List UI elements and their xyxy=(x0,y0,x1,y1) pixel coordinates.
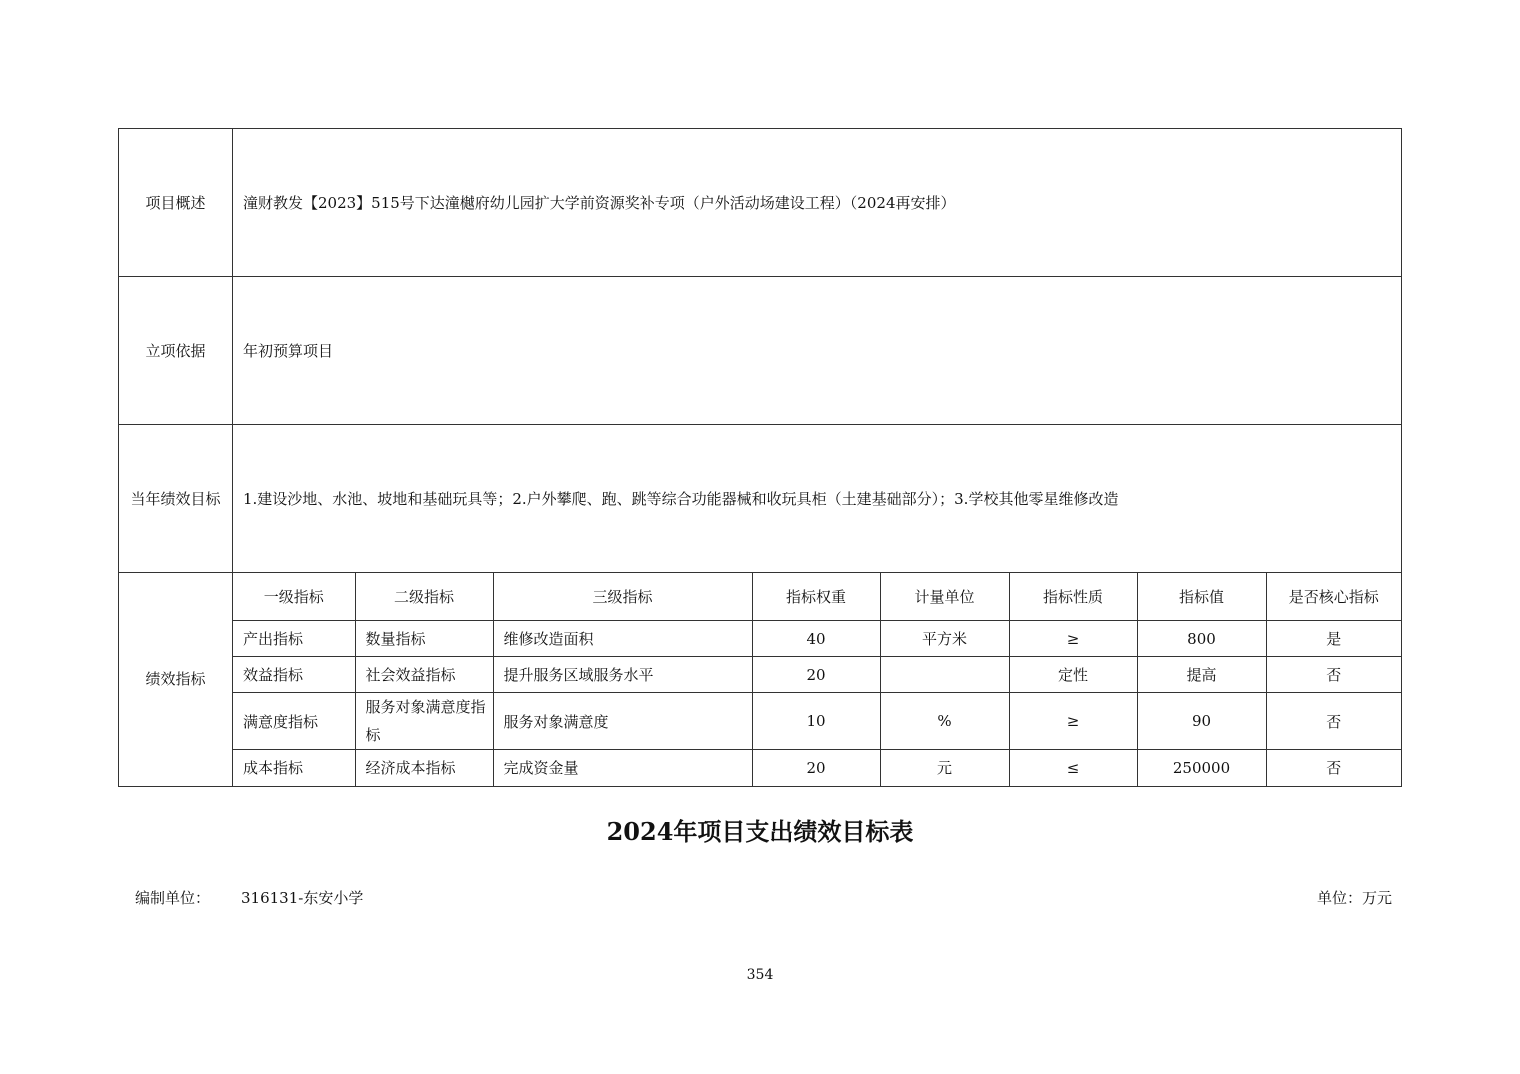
core-cell: 否 xyxy=(1266,750,1401,786)
goal-label: 当年绩效目标 xyxy=(119,425,233,573)
metrics-table xyxy=(233,573,1401,786)
nature-cell: 定性 xyxy=(1009,657,1137,693)
header-unit: 计量单位 xyxy=(880,573,1009,621)
value-cell: 800 xyxy=(1137,621,1266,657)
level2-cell: 社会效益指标 xyxy=(355,657,493,693)
weight-cell: 20 xyxy=(752,657,880,693)
metrics-header-row xyxy=(233,573,1401,621)
header-level3: 三级指标 xyxy=(493,573,752,621)
basis-label: 立项依据 xyxy=(119,277,233,425)
metrics-row xyxy=(119,573,1402,787)
metrics-label: 绩效指标 xyxy=(119,573,233,787)
nature-cell: ≤ xyxy=(1009,750,1137,786)
unit-cell xyxy=(880,657,1009,693)
basis-value: 年初预算项目 xyxy=(233,277,1402,425)
core-cell: 否 xyxy=(1266,693,1401,750)
weight-cell: 20 xyxy=(752,750,880,786)
header-weight: 指标权重 xyxy=(752,573,880,621)
unit-label: 单位：万元 xyxy=(1316,889,1392,907)
level2-cell: 服务对象满意度指标 xyxy=(355,693,493,750)
basis-row xyxy=(119,277,1402,425)
overview-row xyxy=(119,129,1402,277)
header-value: 指标值 xyxy=(1137,573,1266,621)
metrics-cell xyxy=(233,573,1402,787)
unit-cell: 元 xyxy=(880,750,1009,786)
weight-cell: 10 xyxy=(752,693,880,750)
level1-cell: 产出指标 xyxy=(233,621,355,657)
level3-cell: 完成资金量 xyxy=(493,750,752,786)
project-table xyxy=(118,128,1402,787)
level1-cell: 成本指标 xyxy=(233,750,355,786)
value-cell: 90 xyxy=(1137,693,1266,750)
page-title: 2024年项目支出绩效目标表 xyxy=(606,817,914,846)
weight-cell: 40 xyxy=(752,621,880,657)
level1-cell: 满意度指标 xyxy=(233,693,355,750)
table-row xyxy=(233,657,1401,693)
header-core: 是否核心指标 xyxy=(1266,573,1401,621)
header-level1: 一级指标 xyxy=(233,573,355,621)
level3-cell: 提升服务区域服务水平 xyxy=(493,657,752,693)
value-cell: 提高 xyxy=(1137,657,1266,693)
nature-cell: ≥ xyxy=(1009,621,1137,657)
org-label: 编制单位： xyxy=(135,889,211,907)
nature-cell: ≥ xyxy=(1009,693,1137,750)
goal-value: 1.建设沙地、水池、坡地和基础玩具等；2.户外攀爬、跑、跳等综合功能器械和收玩具柜（土建基础部分）；3.学校其他零星维修改造 xyxy=(233,425,1402,573)
org-value: 316131-东安小学 xyxy=(241,889,364,907)
overview-label: 项目概述 xyxy=(119,129,233,277)
unit-cell: 平方米 xyxy=(880,621,1009,657)
level3-cell: 服务对象满意度 xyxy=(493,693,752,750)
level1-cell: 效益指标 xyxy=(233,657,355,693)
header-nature: 指标性质 xyxy=(1009,573,1137,621)
core-cell: 是 xyxy=(1266,621,1401,657)
table-row xyxy=(233,621,1401,657)
page-number: 354 xyxy=(746,967,774,983)
overview-value: 潼财教发【2023】515号下达潼樾府幼儿园扩大学前资源奖补专项（户外活动场建设工程）（2024再安排） xyxy=(233,129,1402,277)
table-row xyxy=(233,693,1401,750)
core-cell: 否 xyxy=(1266,657,1401,693)
unit-cell: % xyxy=(880,693,1009,750)
header-level2: 二级指标 xyxy=(355,573,493,621)
table-row xyxy=(233,750,1401,786)
level3-cell: 维修改造面积 xyxy=(493,621,752,657)
goal-row xyxy=(119,425,1402,573)
level2-cell: 数量指标 xyxy=(355,621,493,657)
value-cell: 250000 xyxy=(1137,750,1266,786)
level2-cell: 经济成本指标 xyxy=(355,750,493,786)
